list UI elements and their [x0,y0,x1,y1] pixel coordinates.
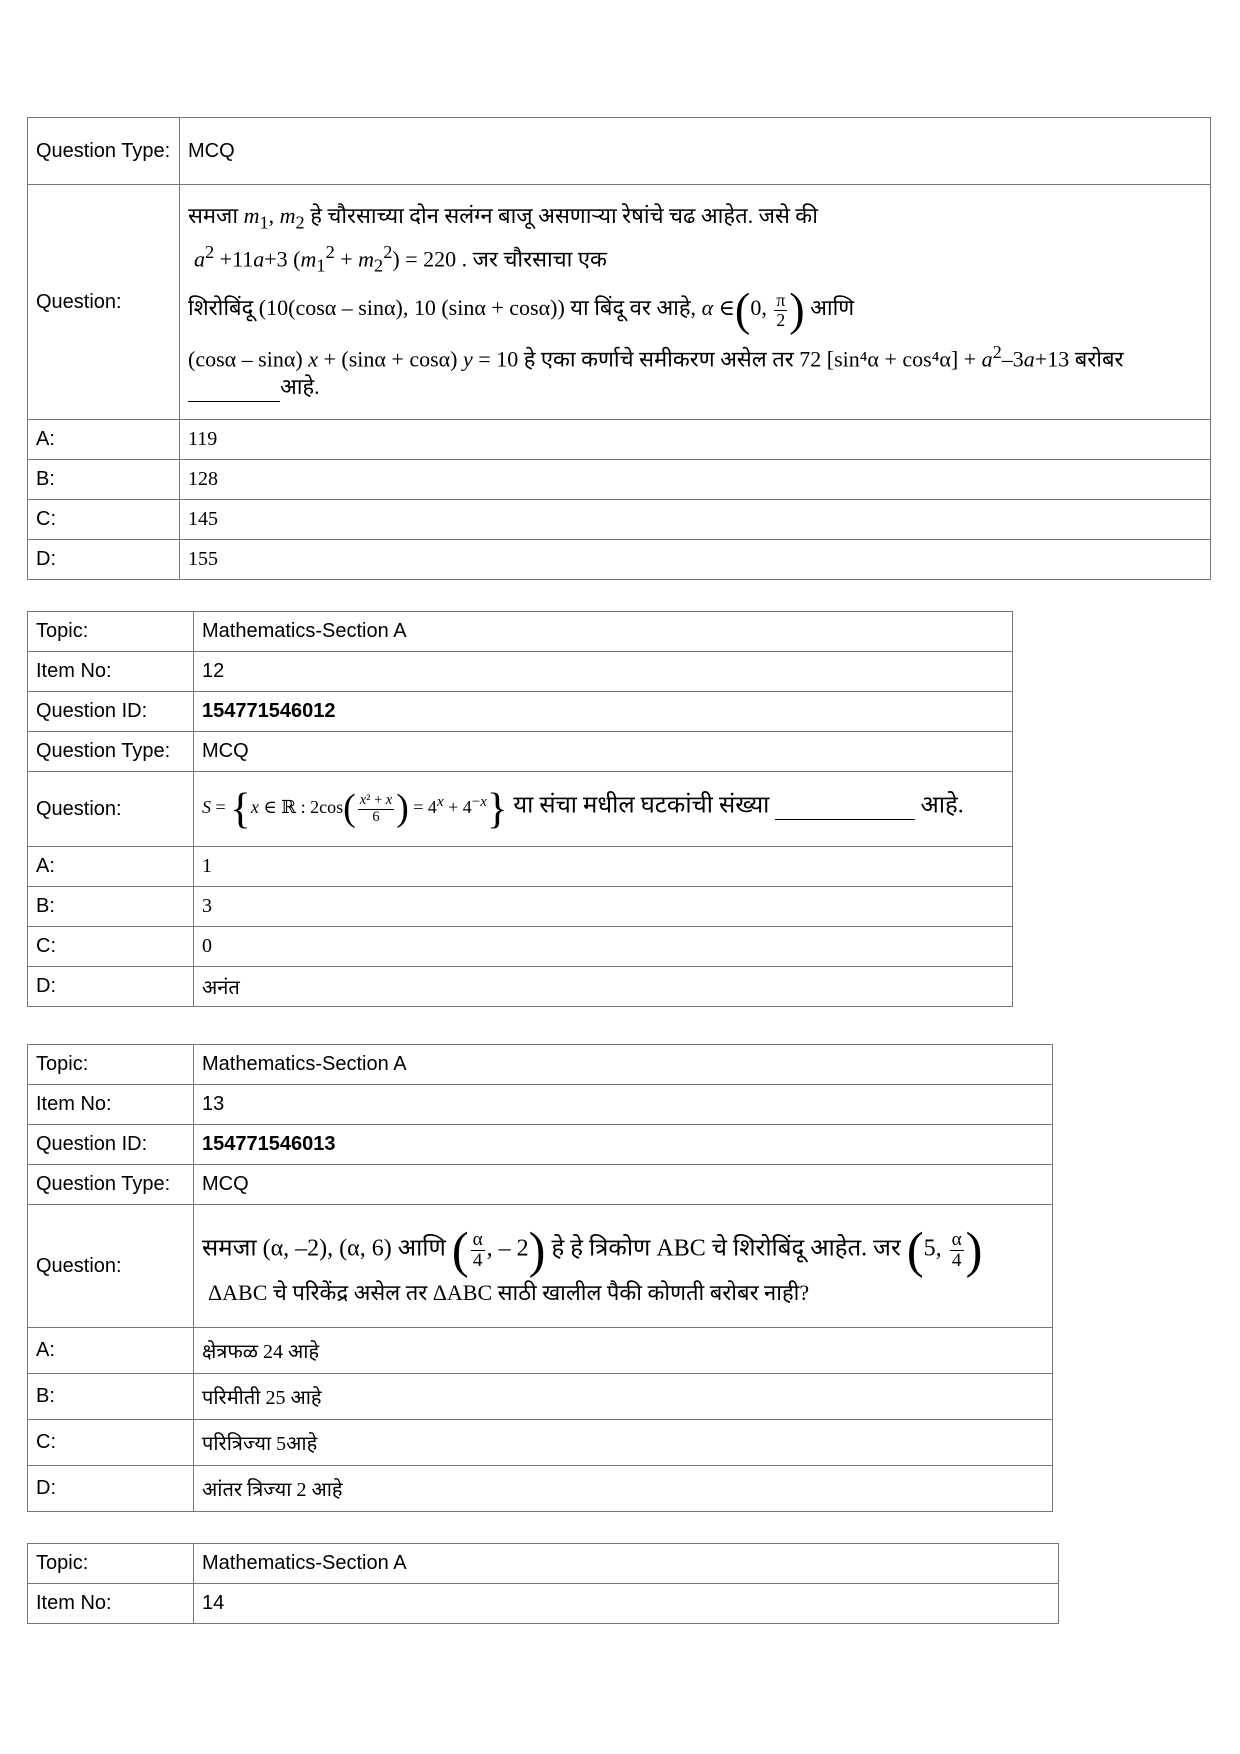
option-a-row [28,420,1211,460]
option-a-value: 119 [180,420,1211,460]
item-no-row [28,652,1013,692]
option-b-row [28,1374,1053,1420]
item-no-value: 13 [194,1085,1053,1125]
option-d-label: D: [28,967,194,1007]
item-no-label: Item No: [28,1085,194,1125]
option-a-label: A: [28,847,194,887]
question-label: Question: [28,772,194,847]
option-c-value: 0 [194,927,1013,967]
question-text: S = {x ∈ ℝ : 2cos( $\frac{\text{x² + x}}{6}$ ) = $4^x + 4^{-x}$} या संचा मधील घटकांची संख्या आहे. [194,772,1013,847]
question-id-value: 154771546012 [194,692,1013,732]
question-id-label: Question ID: [28,692,194,732]
question-row [28,1205,1053,1328]
question-type-row [28,1165,1053,1205]
option-d-label: D: [28,540,180,580]
option-c-row [28,500,1211,540]
topic-row [28,612,1013,652]
question-type-label: Question Type: [28,1165,194,1205]
question-table-12 [27,611,1013,1007]
question-table-11 [27,117,1211,580]
question-table-14 [27,1543,1059,1624]
option-b-value: परिमीती 25 आहे [194,1374,1053,1420]
option-a-label: A: [28,420,180,460]
option-c-label: C: [28,927,194,967]
question-type-label: Question Type: [28,118,180,185]
question-text: समजा (α, –2), (α, 6) आणि ( $\frac{\alpha}{4}$ , – 2) हे हे त्रिकोण ABC चे शिरोबिंदू आहेत. जर (5, $\frac{\alpha}{4}$ ) ΔABC चे परिकेंद्र असेल तर ΔABC साठी खालील पैकी कोणती बरोबर नाही? [194,1205,1053,1328]
question-id-value: 154771546013 [194,1125,1053,1165]
option-c-value: 145 [180,500,1211,540]
topic-label: Topic: [28,612,194,652]
option-c-value: परित्रिज्या 5आहे [194,1420,1053,1466]
option-d-value: अनंत [194,967,1013,1007]
option-a-label: A: [28,1328,194,1374]
option-b-label: B: [28,887,194,927]
topic-label: Topic: [28,1045,194,1085]
option-b-row [28,887,1013,927]
option-b-value: 128 [180,460,1211,500]
option-b-label: B: [28,460,180,500]
option-d-row [28,967,1013,1007]
topic-row [28,1045,1053,1085]
item-no-row [28,1584,1059,1624]
answer-blank [775,796,915,820]
question-type-value: MCQ [180,118,1211,185]
option-b-row [28,460,1211,500]
topic-value: Mathematics-Section A [194,1045,1053,1085]
question-row [28,185,1211,420]
topic-row [28,1544,1059,1584]
option-c-row [28,927,1013,967]
option-d-row [28,540,1211,580]
option-d-label: D: [28,1466,194,1512]
question-id-row [28,1125,1053,1165]
question-type-row [28,118,1211,185]
option-c-label: C: [28,1420,194,1466]
option-b-label: B: [28,1374,194,1420]
answer-blank [188,373,280,402]
question-type-value: MCQ [194,1165,1053,1205]
question-row [28,772,1013,847]
item-no-row [28,1085,1053,1125]
option-d-row [28,1466,1053,1512]
option-a-value: क्षेत्रफळ 24 आहे [194,1328,1053,1374]
option-c-row [28,1420,1053,1466]
topic-value: Mathematics-Section A [194,1544,1059,1584]
topic-value: Mathematics-Section A [194,612,1013,652]
question-id-label: Question ID: [28,1125,194,1165]
item-no-value: 14 [194,1584,1059,1624]
option-a-value: 1 [194,847,1013,887]
question-label: Question: [28,1205,194,1328]
question-table-13 [27,1044,1053,1512]
item-no-label: Item No: [28,652,194,692]
item-no-label: Item No: [28,1584,194,1624]
question-id-row [28,692,1013,732]
option-c-label: C: [28,500,180,540]
option-d-value: 155 [180,540,1211,580]
question-type-label: Question Type: [28,732,194,772]
option-a-row [28,847,1013,887]
topic-label: Topic: [28,1544,194,1584]
option-b-value: 3 [194,887,1013,927]
question-label: Question: [28,185,180,420]
question-text: समजा $m_1$, $m_2$ हे चौरसाच्या दोन सलंग्न बाजू असणाऱ्या रेषांचे चढ आहेत. जसे की $a^2 +11a+3$ $(m_1^2 + m_2^2) = 220$ . जर चौरसाचा एक शिरोबिंदू (10(cosα – sinα), 10 (sinα + cosα)) या बिंदू वर आहे, α ∈(0, $\frac{\pi}{2}$ ) आणि (cosα – sinα) x + (sinα + cosα) y = 10 हे एका कर्णाचे समीकरण असेल तर 72 $[\sin^4\alpha + \cos^4\alpha] + a^2-3a+13$ बरोबर आहे. [180,185,1211,420]
question-type-value: MCQ [194,732,1013,772]
question-type-row [28,732,1013,772]
item-no-value: 12 [194,652,1013,692]
option-d-value: आंतर त्रिज्या 2 आहे [194,1466,1053,1512]
option-a-row [28,1328,1053,1374]
